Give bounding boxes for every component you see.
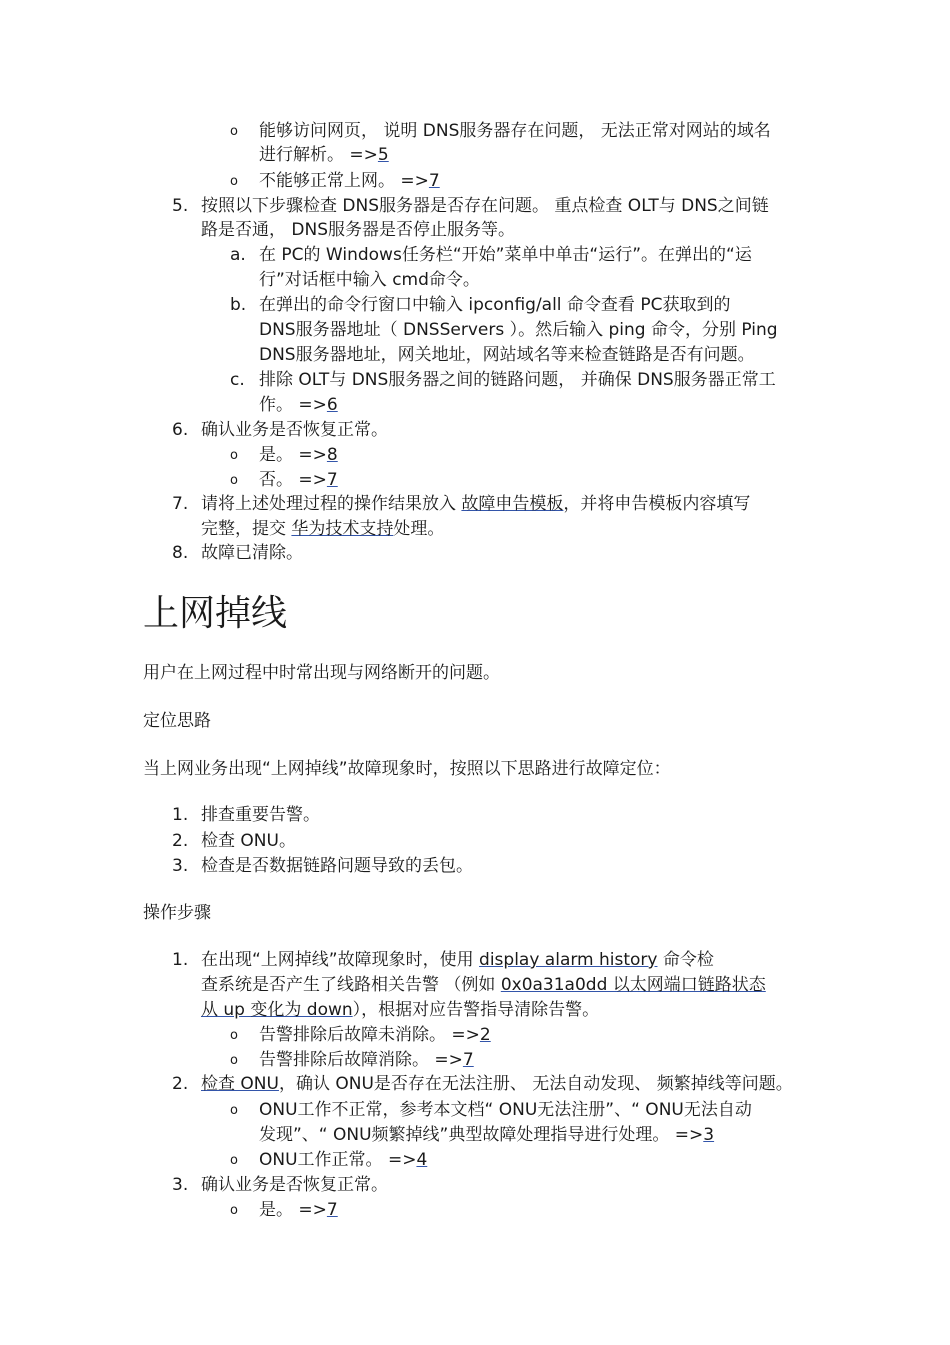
- bullet-marker: o: [230, 1053, 238, 1068]
- bullet-marker: o: [230, 1103, 238, 1118]
- step-ref-link[interactable]: 6: [326, 395, 338, 415]
- substep-text: 排除 OLT与 DNS服务器之间的链路问题， 并确保 DNS服务器正常工: [259, 370, 776, 390]
- option-text: 否。 =>7: [259, 470, 338, 490]
- substep-label: b.: [230, 295, 247, 315]
- step-number: 8.: [172, 543, 189, 563]
- substep-text: 作。 =>6: [259, 395, 338, 415]
- step-text: 完整，提交 华为技术支持处理。: [201, 519, 445, 539]
- substep-text: DNS服务器地址，网关地址，网站域名等来检查链路是否有问题。: [259, 345, 755, 365]
- bullet-marker: o: [230, 1153, 238, 1168]
- bullet-marker: o: [230, 174, 238, 189]
- bullet-marker: o: [230, 473, 238, 488]
- subsection-heading: 操作步骤: [143, 903, 211, 923]
- step-text: 按照以下步骤检查 DNS服务器是否存在问题。 重点检查 OLT与 DNS之间链: [201, 196, 769, 216]
- subsection-heading: 定位思路: [143, 711, 211, 731]
- step-ref-link[interactable]: 7: [326, 470, 338, 490]
- step-text: 确认业务是否恢复正常。: [201, 420, 388, 440]
- fault-report-template-link[interactable]: 故障申告模板: [461, 494, 564, 514]
- idea-text: 排查重要告警。: [201, 805, 320, 825]
- step-ref-link[interactable]: 2: [479, 1025, 491, 1045]
- substep-text: 行”对话框中输入 cmd命令。: [259, 270, 480, 290]
- check-onu-link[interactable]: 检查 ONU: [201, 1074, 279, 1094]
- substep-text: 在弹出的命令行窗口中输入 ipconfig/all 命令查看 PC获取到的: [259, 295, 731, 315]
- idea-number: 3.: [172, 856, 189, 876]
- idea-text: 检查 ONU。: [201, 831, 296, 851]
- option-text: 不能够正常上网。 =>7: [259, 171, 440, 191]
- step-text: 故障已清除。: [201, 543, 303, 563]
- bullet-marker: o: [230, 124, 238, 139]
- option-text: 告警排除后故障未消除。 =>2: [259, 1025, 491, 1045]
- paragraph: 当上网业务出现“上网掉线”故障现象时，按照以下思路进行故障定位：: [143, 759, 671, 779]
- substep-label: c.: [230, 370, 245, 390]
- step-ref-link[interactable]: 8: [326, 445, 338, 465]
- alarm-link[interactable]: 0x0a31a0dd 以太网端口链路状态: [500, 975, 766, 995]
- alarm-link-continued[interactable]: 从 up 变化为 down: [201, 1000, 353, 1020]
- section-title: 上网掉线: [143, 593, 288, 634]
- step-number: 1.: [172, 950, 189, 970]
- idea-number: 1.: [172, 805, 189, 825]
- intro-paragraph: 用户在上网过程中时常出现与网络断开的问题。: [143, 663, 500, 683]
- bullet-marker: o: [230, 448, 238, 463]
- step-text: 查系统是否产生了线路相关告警 （例如 0x0a31a0dd 以太网端口链路状态: [201, 975, 766, 995]
- step-ref-link[interactable]: 7: [462, 1050, 474, 1070]
- option-text: 是。 =>8: [259, 445, 338, 465]
- option-text: 告警排除后故障消除。 =>7: [259, 1050, 474, 1070]
- step-ref-link[interactable]: 7: [326, 1200, 338, 1220]
- step-number: 7.: [172, 494, 189, 514]
- step-number: 5.: [172, 196, 189, 216]
- step-text: 从 up 变化为 down），根据对应告警指导清除告警。: [201, 1000, 600, 1020]
- step-ref-link[interactable]: 4: [416, 1150, 428, 1170]
- step-text: 在出现“上网掉线”故障现象时，使用 display alarm history 命令检: [201, 950, 714, 970]
- display-alarm-history-link[interactable]: display alarm history: [479, 950, 658, 970]
- step-number: 3.: [172, 1175, 189, 1195]
- idea-number: 2.: [172, 831, 189, 851]
- step-number: 6.: [172, 420, 189, 440]
- bullet-marker: o: [230, 1203, 238, 1218]
- option-text: ONU工作正常。 =>4: [259, 1150, 428, 1170]
- step-text: 路是否通， DNS服务器是否停止服务等。: [201, 220, 516, 240]
- option-text: 能够访问网页， 说明 DNS服务器存在问题， 无法正常对网站的域名: [259, 121, 771, 141]
- step-ref-link[interactable]: 3: [703, 1125, 715, 1145]
- bullet-marker: o: [230, 1028, 238, 1043]
- step-number: 2.: [172, 1074, 189, 1094]
- idea-text: 检查是否数据链路问题导致的丢包。: [201, 856, 473, 876]
- option-text: 是。 =>7: [259, 1200, 338, 1220]
- option-text: ONU工作不正常，参考本文档“ ONU无法注册”、“ ONU无法自动: [259, 1100, 752, 1120]
- substep-label: a.: [230, 245, 246, 265]
- substep-text: 在 PC的 Windows任务栏“开始”菜单中单击“运行”。在弹出的“运: [259, 245, 752, 265]
- huawei-support-link[interactable]: 华为技术支持: [291, 519, 394, 539]
- step-ref-link[interactable]: 7: [428, 171, 440, 191]
- option-text: 进行解析。 =>5: [259, 145, 389, 165]
- step-text: 确认业务是否恢复正常。: [201, 1175, 388, 1195]
- step-ref-link[interactable]: 5: [377, 145, 389, 165]
- option-text: 发现”、“ ONU频繁掉线”典型故障处理指导进行处理。 =>3: [259, 1125, 715, 1145]
- substep-text: DNS服务器地址（ DNSServers ）。然后输入 ping 命令，分别 Ping: [259, 320, 778, 340]
- step-text: 请将上述处理过程的操作结果放入 故障申告模板，并将申告模板内容填写: [201, 494, 751, 514]
- step-text: 检查 ONU，确认 ONU是否存在无法注册、 无法自动发现、 频繁掉线等问题。: [201, 1074, 793, 1094]
